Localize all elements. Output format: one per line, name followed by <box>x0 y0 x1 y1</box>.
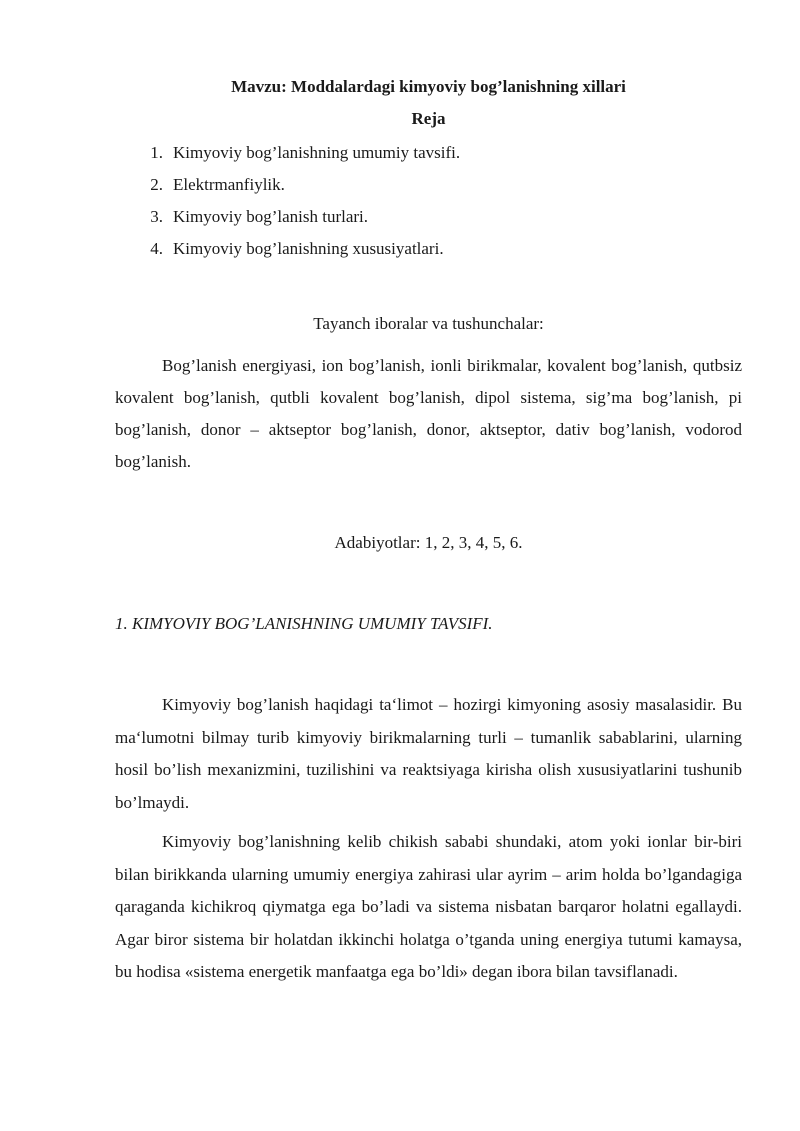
plan-item-number: 1. <box>150 143 163 162</box>
plan-item <box>115 174 460 206</box>
keywords-heading: Tayanch iboralar va tushunchalar: <box>313 314 544 333</box>
plan-item-text: Kimyoviy bog’lanish turlari. <box>173 207 369 226</box>
plan-item <box>115 238 460 270</box>
section-title: 1. KIMYOVIY BOG’LANISHNING UMUMIY TAVSIFI. <box>115 614 493 633</box>
plan-item-text: Kimyoviy bog’lanishning xususiyatlari. <box>173 239 444 258</box>
document-title <box>115 76 742 98</box>
body-paragraph: Kimyoviy bog’lanish haqidagi ta‘limot – hozirgi kimyoning asosiy masalasidir. Bu ma‘lumotni bilmay turib kimyoviy birikmalarning turli – tumanlik sabablarini, ularning hosil bo’lish mexanizmini, tuzilishini va reaktsiyaga kirisha olish xususiyatlarini tushunib bo’lmaydi. <box>115 695 742 812</box>
plan-item <box>115 206 460 238</box>
plan-item <box>115 142 460 174</box>
plan-heading: Reja <box>411 109 446 128</box>
plan-item-number: 2. <box>150 175 163 194</box>
plan-item-number: 4. <box>150 239 163 258</box>
plan-list <box>115 142 460 270</box>
keywords-paragraph: Bog’lanish energiyasi, ion bog’lanish, ionli birikmalar, kovalent bog’lanish, qutbsiz kovalent bog’lanish, qutbli kovalent bog’lanish, dipol sistema, sig’ma bog’lanish, pi bog’lanish, donor – aktseptor bog’lanish, donor, aktseptor, dativ bog’lanish, vodorod bog’lanish. <box>115 356 742 471</box>
body-paragraph: Kimyoviy bog’lanishning kelib chikish sababi shundaki, atom yoki ionlar bir-biri bilan birikkanda ularning umumiy energiya zahirasi ular ayrim – arim holda bo’lgandagiga qaraganda kichikroq qiymatga ega bo’ladi va sistema nisbatan barqaror holatni egallaydi. Agar biror sistema bir holatdan ikkinchi holatga o’tganda uning energiya tutumi kamaysa, bu hodisa «sistema energetik manfaatga ega bo’ldi» degan ibora bilan tavsiflanadi. <box>115 832 742 981</box>
literature-line: Adabiyotlar: 1, 2, 3, 4, 5, 6. <box>334 533 523 552</box>
plan-item-text: Elektrmanfiylik. <box>173 175 285 194</box>
plan-item-number: 3. <box>150 207 163 226</box>
document-title-text: Mavzu: Moddalardagi kimyoviy bog’lanishning xillari <box>231 77 626 96</box>
plan-item-text: Kimyoviy bog’lanishning umumiy tavsifi. <box>173 143 461 162</box>
